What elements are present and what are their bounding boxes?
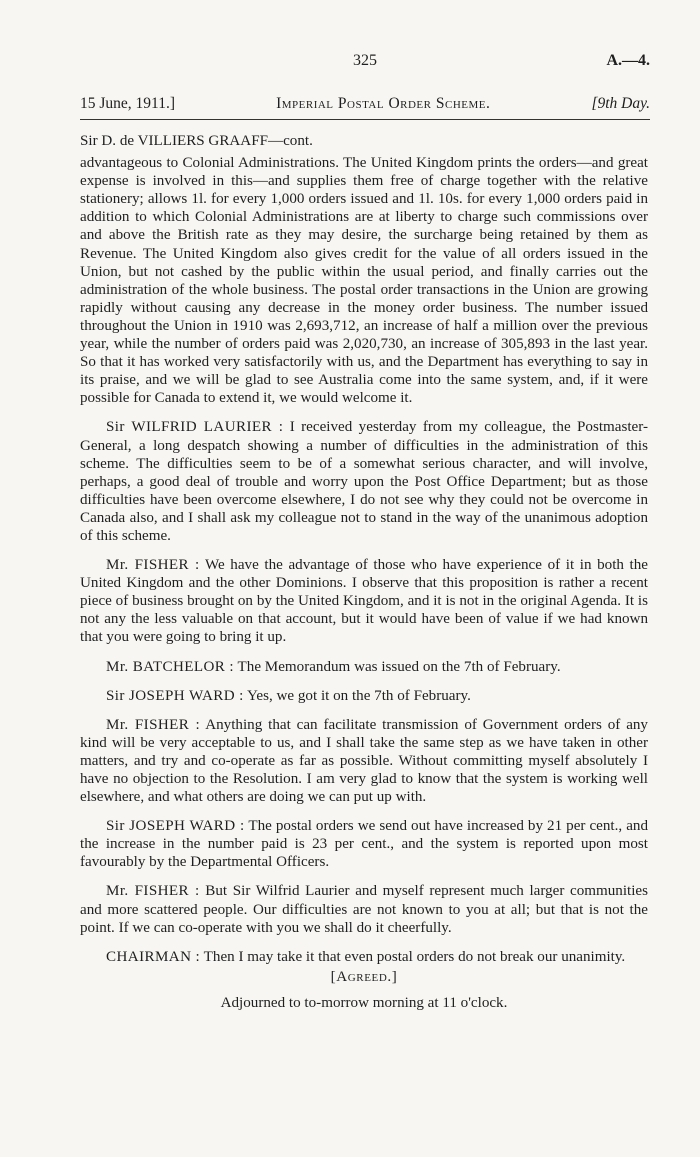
- adjournment-note: Adjourned to to-morrow morning at 11 o'clock.: [220, 994, 508, 1011]
- paragraph: [80, 716, 648, 806]
- paragraph-text: Yes, we got it on the 7th of February.: [247, 687, 471, 704]
- speaker-name: Sir JOSEPH WARD :: [106, 687, 244, 704]
- paragraph: [80, 687, 648, 705]
- running-head: [80, 95, 650, 113]
- header-rule: [80, 119, 650, 120]
- speaker-name: Sir JOSEPH WARD :: [106, 818, 245, 835]
- paragraph-text: The postal orders we send out have increased by 21 per cent., and the increase in the number paid is 23 per cent., and the system is reported upon most favourably by the Departmental Officers.: [80, 818, 648, 871]
- speaker-name: Mr. FISHER :: [106, 883, 200, 900]
- paragraph: [80, 658, 648, 676]
- paragraph: [80, 948, 648, 966]
- speaker-name: Sir WILFRID LAURIER :: [106, 419, 284, 436]
- paragraph: [80, 154, 648, 407]
- speaker-name: CHAIRMAN :: [106, 948, 201, 965]
- paragraph-text: Then I may take it that even postal orders do not break our unanimity.: [203, 948, 626, 965]
- paragraph: [80, 817, 648, 871]
- document-body: [80, 132, 648, 1012]
- paragraph: [80, 556, 648, 646]
- speaker-name: Mr. BATCHELOR :: [106, 658, 235, 675]
- page-header: [80, 52, 650, 74]
- agreed-note: [Agreed.]: [330, 968, 398, 985]
- paragraph-text: The Memorandum was issued on the 7th of February.: [237, 658, 561, 675]
- speaker-name: Mr. FISHER :: [106, 557, 200, 574]
- document-code: A.—4.: [606, 52, 650, 69]
- paragraph-text: I received yesterday from my colleague, the Postmaster-General, a long despatch showing a number of difficulties in the administration of this scheme. The difficulties seem to be of a somewhat serious character, and will involve, perhaps, a good deal of trouble and worry upon the Post Office Department; but as those difficulties have been overcome elsewhere, I do not see why they could not be overcome in Canada also, and I shall ask my colleague not to stand in the way of the unanimous adoption of this scheme.: [80, 419, 649, 544]
- paragraph: [80, 882, 648, 936]
- header-date: 15 June, 1911.]: [80, 95, 175, 112]
- paragraph-text: advantageous to Colonial Administrations. The United Kingdom prints the orders—and great expense is involved in this—and supplies them free of charge together with the relative stationery; allows 1l. for every 1,000 orders issued and 1l. 10s. for every 1,000 orders paid in addition to which Colonial Administrations are at liberty to charge such commissions over and above the British rate as they may desire, the surcharge being retained by them as Revenue. The United Kingdom also gives credit for the value of all orders issued in the Union, but not cashed by the public within the usual period, and finally carries out the administration of the whole business. The postal order transactions in the Union are growing rapidly without causing any decrease in the money order business. The number issued throughout the Union in 1910 was 2,693,712, an increase of half a million over the previous year, while the number of orders paid was 2,020,730, an increase of 305,893 in the last year. So that it has worked very satisfactorily with us, and the Department has everything to say in its praise, and we will be glad to see Australia come into the same system, and, if it were possible for Canada to extend it, we would welcome it.: [80, 155, 648, 407]
- paragraph: [80, 418, 648, 545]
- header-title: Imperial Postal Order Scheme.: [276, 95, 491, 112]
- paragraph-text: Anything that can facilitate transmission of Government orders of any kind will be very acceptable to us, and I shall take the same step as we have taken in other matters, and try and co-operate as far as possible. Without committing myself absolutely I have no objection to the Resolution. I am very glad to know that the system is working well elsewhere, and what others are doing we can put up with.: [80, 716, 648, 806]
- speaker-name: Mr. FISHER :: [106, 716, 201, 733]
- page-number: 325: [353, 52, 377, 69]
- paragraph-text: But Sir Wilfrid Laurier and myself represent much larger communities and more scattered people. Our difficulties are not known to you at all; but that is not the point. If we can co-operate with you we shall do it cheerfully.: [80, 883, 648, 936]
- header-day: [9th Day.: [591, 95, 650, 112]
- paragraph-text: We have the advantage of those who have experience of it in both the United Kingdom and the other Dominions. I observe that this proposition is rather a recent piece of business brought on by the United Kingdom, and it is not in the original Agenda. It is not any the less valuable on that account, but it would have been of value if we had known that you were going to bring it up.: [80, 557, 648, 646]
- continued-speaker: Sir D. de VILLIERS GRAAFF—cont.: [80, 133, 313, 149]
